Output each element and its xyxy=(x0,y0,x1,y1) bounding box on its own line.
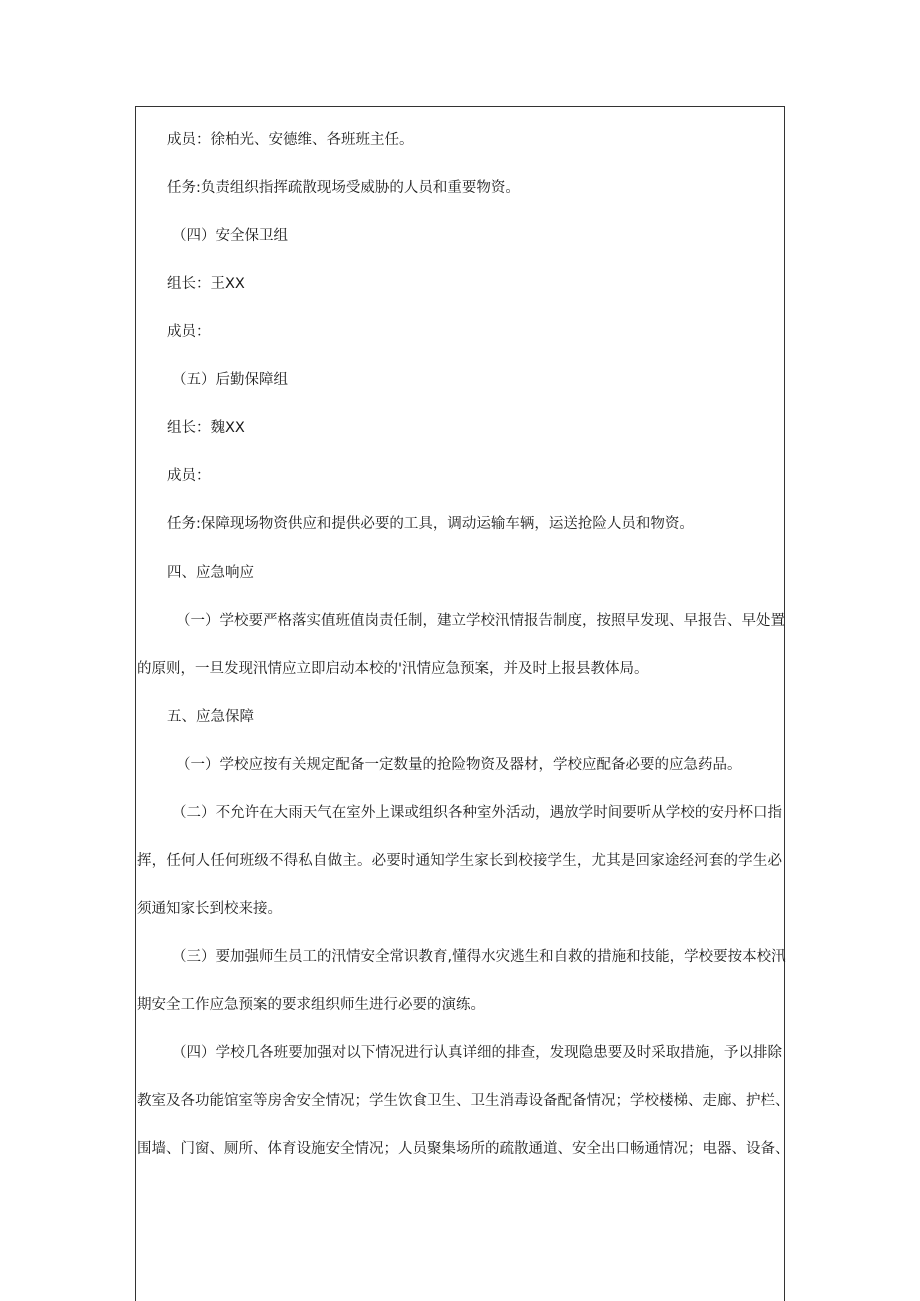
support-para-2-line-3: 须通知家长到校来接。 xyxy=(137,901,282,917)
support-para-1: （一）学校应按有关规定配备一定数量的抢险物资及器材，学校应配备必要的应急药品。 xyxy=(176,757,742,773)
task-line-1: 任务:负责组织指挥疏散现场受威胁的人员和重要物资。 xyxy=(167,180,520,196)
support-para-2-line-1: （二）不允许在大雨天气在室外上课或组织各种室外活动，遇放学时间要听从学校的安丹杯口指 xyxy=(172,805,782,821)
leader-line-logistics: 组长：魏XX xyxy=(167,420,245,436)
task-line-logistics: 任务:保障现场物资供应和提供必要的工具，调动运输车辆，运送抢险人员和物资。 xyxy=(167,516,694,532)
support-para-3-line-1: （三）要加强师生员工的汛情安全常识教育,懂得水灾逃生和自救的措施和技能，学校要按本校汛 xyxy=(172,949,786,965)
support-para-4-line-2: 教室及各功能馆室等房舍安全情况；学生饮食卫生、卫生消毒设备配备情况；学校楼梯、走廊、护栏、 xyxy=(137,1093,790,1109)
section-logistics-group: （五）后勤保障组 xyxy=(172,372,288,388)
heading-emergency-response: 四、应急响应 xyxy=(167,565,254,581)
support-para-3-line-2: 期安全工作应急预案的要求组织师生进行必要的演练。 xyxy=(137,997,485,1013)
support-para-2-line-2: 挥，任何人任何班级不得私自做主。必要时通知学生家长到校接学生，尤其是回家途经河套的学生必 xyxy=(137,853,782,869)
response-para-1-line-2: 的原则，一旦发现汛情应立即启动本校的'汛情应急预案，并及时上报县教体局。 xyxy=(137,661,649,677)
heading-emergency-support: 五、应急保障 xyxy=(167,709,254,725)
members-line-1: 成员：徐柏光、安德维、各班班主任。 xyxy=(167,132,414,148)
members-line-logistics: 成员： xyxy=(167,468,211,484)
support-para-4-line-3: 围墙、门窗、厕所、体育设施安全情况；人员聚集场所的疏散通道、安全出口畅通情况；电器、设备、 xyxy=(137,1141,790,1157)
response-para-1-line-1: （一）学校要严格落实值班值岗责任制，建立学校汛情报告制度，按照早发现、早报告、早处置 xyxy=(176,613,785,629)
section-security-group: （四）安全保卫组 xyxy=(172,228,288,244)
leader-line-security: 组长：王XX xyxy=(167,276,245,292)
members-line-security: 成员： xyxy=(167,324,211,340)
support-para-4-line-1: （四）学校几各班要加强对以下情况进行认真详细的排查，发现隐患要及时采取措施，予以排除 xyxy=(172,1045,782,1061)
